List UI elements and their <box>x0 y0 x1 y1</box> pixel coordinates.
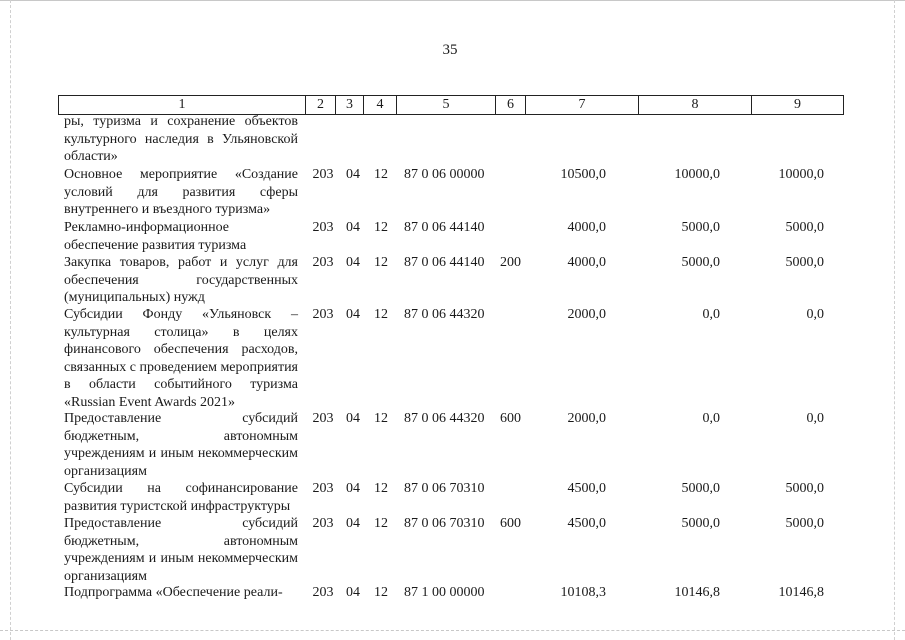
row-cs: 87 0 06 44140 <box>404 255 485 270</box>
row-pr: 12 <box>374 516 388 531</box>
row-name: Субсидии на софинансирование развития туристской инфраструктуры <box>64 481 298 514</box>
row-vr: 200 <box>500 255 521 270</box>
row-value-9: 5000,0 <box>785 255 824 270</box>
row-name: Подпрограмма «Обеспечение реали- <box>64 585 283 600</box>
row-value-9: 0,0 <box>806 411 824 426</box>
row-value-9: 5000,0 <box>785 220 824 235</box>
row-pr: 12 <box>374 167 388 182</box>
row-gr: 203 <box>312 585 334 600</box>
row-rz: 04 <box>346 307 360 322</box>
row-pr: 12 <box>374 220 388 235</box>
row-value-8: 0,0 <box>702 307 720 322</box>
header-col-9: 9 <box>794 97 801 112</box>
row-value-7: 10108,3 <box>560 585 606 600</box>
header-col-4: 4 <box>364 96 397 114</box>
row-value-8: 10146,8 <box>674 585 720 600</box>
row-rz: 04 <box>346 481 360 496</box>
row-cs: 87 0 06 70310 <box>404 516 485 531</box>
row-rz: 04 <box>346 516 360 531</box>
row-rz: 04 <box>346 255 360 270</box>
row-rz: 04 <box>346 167 360 182</box>
row-pr: 12 <box>374 307 388 322</box>
row-name: Предоставление субсидий бюджетным, автономным учреждениям и иным некоммерческим организациям <box>64 411 298 479</box>
row-value-7: 10500,0 <box>560 167 606 182</box>
row-cs: 87 1 00 00000 <box>404 585 485 600</box>
row-value-7: 2000,0 <box>567 411 606 426</box>
row-value-9: 10146,8 <box>778 585 824 600</box>
header-col-7: 7 <box>526 96 639 114</box>
row-value-9: 10000,0 <box>778 167 824 182</box>
row-gr: 203 <box>312 167 334 182</box>
row-value-8: 0,0 <box>702 411 720 426</box>
row-value-8: 5000,0 <box>681 481 720 496</box>
row-value-9: 0,0 <box>806 307 824 322</box>
row-name: Закупка товаров, работ и услуг для обеспечения государственных (муниципальных) нужд <box>64 255 298 305</box>
row-value-7: 4000,0 <box>567 255 606 270</box>
row-pr: 12 <box>374 481 388 496</box>
row-rz: 04 <box>346 585 360 600</box>
row-value-8: 5000,0 <box>681 516 720 531</box>
row-pr: 12 <box>374 585 388 600</box>
row-gr: 203 <box>312 255 334 270</box>
header-col-2: 2 <box>306 96 336 114</box>
row-value-8: 10000,0 <box>674 167 720 182</box>
row-gr: 203 <box>312 516 334 531</box>
row-value-7: 4500,0 <box>567 516 606 531</box>
row-name: Предоставление субсидий бюджетным, автономным учреждениям и иным некоммерческим организациям <box>64 516 298 584</box>
header-col-1: 1 <box>59 96 306 114</box>
row-gr: 203 <box>312 220 334 235</box>
row-vr: 600 <box>500 411 521 426</box>
row-value-7: 2000,0 <box>567 307 606 322</box>
row-value-9: 5000,0 <box>785 516 824 531</box>
row-value-8: 5000,0 <box>681 255 720 270</box>
header-col-5: 5 <box>397 96 496 114</box>
row-gr: 203 <box>312 307 334 322</box>
page-number: 35 <box>442 42 458 58</box>
row-cs: 87 0 06 44320 <box>404 411 485 426</box>
row-cs: 87 0 06 44320 <box>404 307 485 322</box>
row-gr: 203 <box>312 481 334 496</box>
row-pr: 12 <box>374 255 388 270</box>
row-rz: 04 <box>346 220 360 235</box>
row-value-8: 5000,0 <box>681 220 720 235</box>
row-cs: 87 0 06 44140 <box>404 220 485 235</box>
row-gr: 203 <box>312 411 334 426</box>
row-vr: 600 <box>500 516 521 531</box>
row-name: Основное мероприятие «Создание условий для развития сферы внутреннего и въездного туризма» <box>64 167 298 217</box>
row-value-7: 4500,0 <box>567 481 606 496</box>
header-col-6: 6 <box>496 96 526 114</box>
row-value-9: 5000,0 <box>785 481 824 496</box>
row-cs: 87 0 06 70310 <box>404 481 485 496</box>
row-rz: 04 <box>346 411 360 426</box>
row-value-7: 4000,0 <box>567 220 606 235</box>
header-col-3: 3 <box>336 96 364 114</box>
row-name: Субсидии Фонду «Ульяновск – культурная столица» в целях финансового обеспечения расходов, связанных с проведением мероприятия в области событийного туризма «Russian Event Awards 2021» <box>64 307 298 410</box>
row-name: Рекламно-информационное обеспечение развития туризма <box>64 220 247 253</box>
row-cs: 87 0 06 00000 <box>404 167 485 182</box>
row-name: ры, туризма и сохранение объектов культурного наследия в Ульяновской области» <box>64 114 298 164</box>
header-col-8: 8 <box>639 96 752 114</box>
row-pr: 12 <box>374 411 388 426</box>
